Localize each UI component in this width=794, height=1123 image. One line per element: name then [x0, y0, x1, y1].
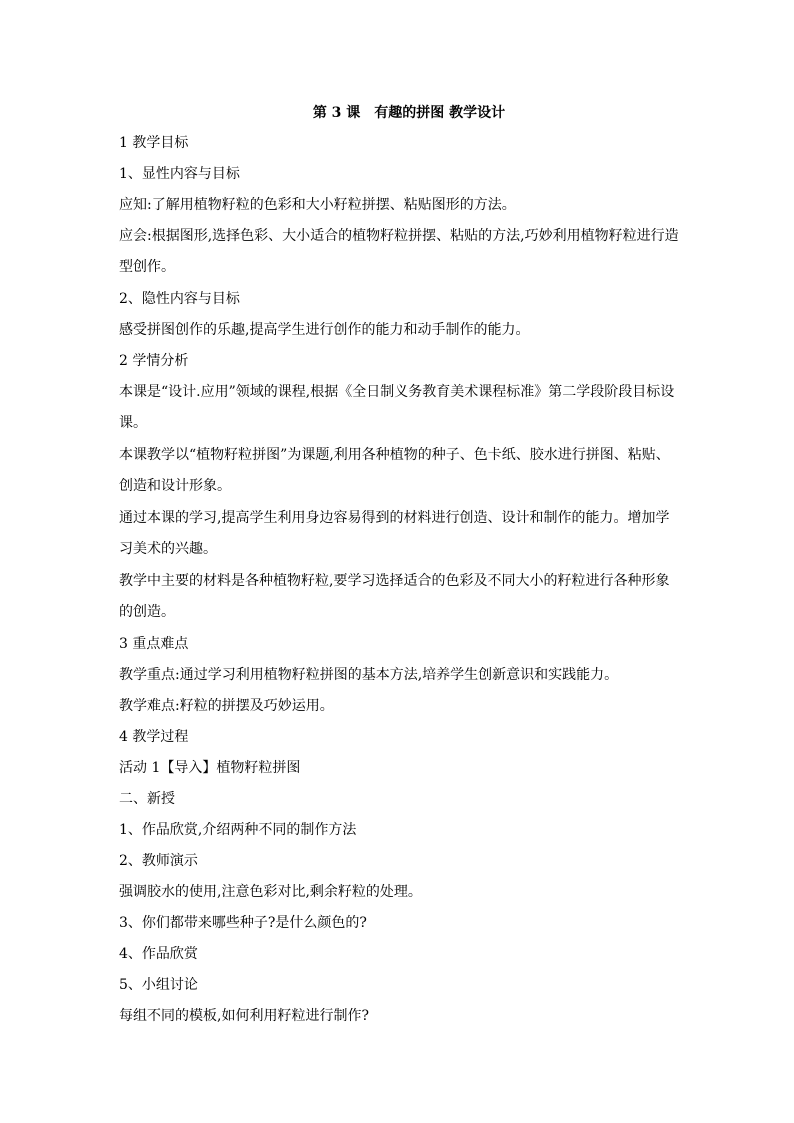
list-item: 3、你们都带来哪些种子?是什么颜色的? [119, 915, 367, 931]
paragraph: 教学中主要的材料是各种植物籽粒,要学习选择适合的色彩及不同大小的籽粒进行各种形象的创造。 [119, 573, 670, 620]
paragraph: 本课是“设计.应用”领域的课程,根据《全日制义务教育美术课程标准》第二学段阶段目标设课。 [119, 384, 675, 431]
document-body [119, 103, 679, 1037]
subheading-explicit: 1、显性内容与目标 [119, 166, 240, 182]
paragraph: 每组不同的模板,如何利用籽粒进行制作? [119, 1008, 369, 1024]
paragraph: 教学难点:籽粒的拼摆及巧妙运用。 [119, 698, 334, 714]
list-item: 4、作品欣赏 [119, 946, 198, 962]
list-item: 2、教师演示 [119, 853, 198, 869]
subheading-implicit: 2、隐性内容与目标 [119, 291, 240, 307]
paragraph: 强调胶水的使用,注意色彩对比,剩余籽粒的处理。 [119, 884, 422, 900]
paragraph: 应会:根据图形,选择色彩、大小适合的植物籽粒拼摆、粘贴的方法,巧妙利用植物籽粒进行造型创作。 [119, 228, 679, 275]
list-item: 5、小组讨论 [119, 977, 198, 993]
section-heading-objectives: 1 教学目标 [119, 135, 189, 151]
paragraph: 通过本课的学习,提高学生利用身边容易得到的材料进行创造、设计和制作的能力。增加学习美术的兴趣。 [119, 510, 670, 557]
list-item: 1、作品欣赏,介绍两种不同的制作方法 [119, 822, 357, 838]
section-heading-process: 4 教学过程 [119, 729, 189, 745]
subheading-new-lesson: 二、新授 [119, 791, 175, 807]
paragraph: 教学重点:通过学习利用植物籽粒拼图的基本方法,培养学生创新意识和实践能力。 [119, 667, 619, 683]
activity-heading: 活动 1【导入】植物籽粒拼图 [119, 760, 301, 776]
section-heading-key-points: 3 重点难点 [119, 636, 189, 652]
paragraph: 本课教学以“植物籽粒拼图”为课题,利用各种植物的种子、色卡纸、胶水进行拼图、粘贴、创造和设计形象。 [119, 447, 670, 494]
paragraph: 感受拼图创作的乐趣,提高学生进行创作的能力和动手制作的能力。 [119, 322, 530, 338]
document-title: 第 3 课 有趣的拼图 教学设计 [312, 105, 506, 121]
paragraph: 应知:了解用植物籽粒的色彩和大小籽粒拼摆、粘贴图形的方法。 [119, 197, 516, 213]
section-heading-analysis: 2 学情分析 [119, 353, 189, 369]
